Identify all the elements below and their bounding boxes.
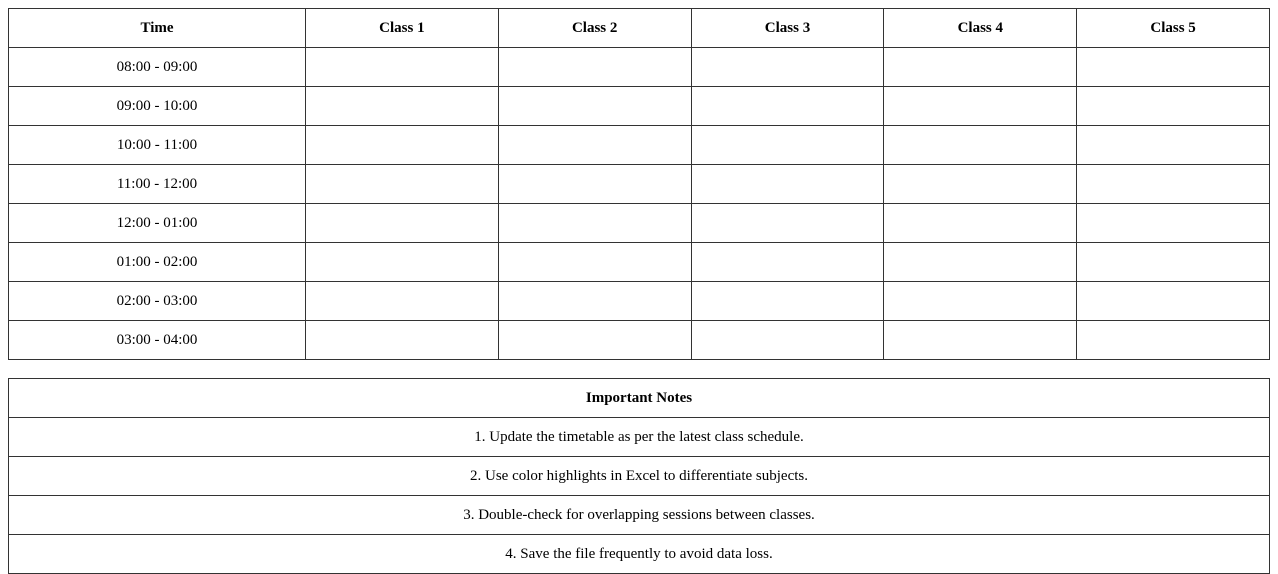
notes-table bbox=[8, 378, 1270, 574]
class-4-cell[interactable] bbox=[884, 204, 1077, 243]
class-1-cell[interactable] bbox=[306, 243, 499, 282]
class-3-cell[interactable] bbox=[691, 243, 884, 282]
class-2-cell[interactable] bbox=[498, 282, 691, 321]
notes-title: Important Notes bbox=[9, 379, 1270, 418]
header-time: Time bbox=[9, 9, 306, 48]
class-5-cell[interactable] bbox=[1077, 321, 1270, 360]
class-1-cell[interactable] bbox=[306, 321, 499, 360]
class-1-cell[interactable] bbox=[306, 204, 499, 243]
class-4-cell[interactable] bbox=[884, 282, 1077, 321]
class-1-cell[interactable] bbox=[306, 87, 499, 126]
header-class-2: Class 2 bbox=[498, 9, 691, 48]
table-row bbox=[9, 243, 1270, 282]
time-slot: 11:00 - 12:00 bbox=[9, 165, 306, 204]
class-5-cell[interactable] bbox=[1077, 243, 1270, 282]
class-4-cell[interactable] bbox=[884, 165, 1077, 204]
class-5-cell[interactable] bbox=[1077, 126, 1270, 165]
time-slot: 10:00 - 11:00 bbox=[9, 126, 306, 165]
class-2-cell[interactable] bbox=[498, 48, 691, 87]
time-slot: 01:00 - 02:00 bbox=[9, 243, 306, 282]
header-class-5: Class 5 bbox=[1077, 9, 1270, 48]
class-2-cell[interactable] bbox=[498, 321, 691, 360]
time-slot: 12:00 - 01:00 bbox=[9, 204, 306, 243]
class-5-cell[interactable] bbox=[1077, 165, 1270, 204]
class-4-cell[interactable] bbox=[884, 48, 1077, 87]
header-class-3: Class 3 bbox=[691, 9, 884, 48]
class-3-cell[interactable] bbox=[691, 87, 884, 126]
class-5-cell[interactable] bbox=[1077, 282, 1270, 321]
class-2-cell[interactable] bbox=[498, 87, 691, 126]
class-2-cell[interactable] bbox=[498, 126, 691, 165]
class-3-cell[interactable] bbox=[691, 204, 884, 243]
timetable bbox=[8, 8, 1270, 360]
class-5-cell[interactable] bbox=[1077, 48, 1270, 87]
class-3-cell[interactable] bbox=[691, 126, 884, 165]
table-row bbox=[9, 165, 1270, 204]
class-1-cell[interactable] bbox=[306, 165, 499, 204]
class-1-cell[interactable] bbox=[306, 126, 499, 165]
class-4-cell[interactable] bbox=[884, 87, 1077, 126]
time-slot: 09:00 - 10:00 bbox=[9, 87, 306, 126]
note-item: 1. Update the timetable as per the latest class schedule. bbox=[9, 418, 1270, 457]
class-2-cell[interactable] bbox=[498, 243, 691, 282]
header-class-1: Class 1 bbox=[306, 9, 499, 48]
class-3-cell[interactable] bbox=[691, 48, 884, 87]
time-slot: 03:00 - 04:00 bbox=[9, 321, 306, 360]
table-row bbox=[9, 204, 1270, 243]
timetable-header-row bbox=[9, 9, 1270, 48]
table-row bbox=[9, 48, 1270, 87]
table-row bbox=[9, 321, 1270, 360]
class-1-cell[interactable] bbox=[306, 48, 499, 87]
time-slot: 08:00 - 09:00 bbox=[9, 48, 306, 87]
table-row bbox=[9, 282, 1270, 321]
class-4-cell[interactable] bbox=[884, 126, 1077, 165]
class-2-cell[interactable] bbox=[498, 204, 691, 243]
class-1-cell[interactable] bbox=[306, 282, 499, 321]
table-row bbox=[9, 87, 1270, 126]
table-row bbox=[9, 126, 1270, 165]
class-5-cell[interactable] bbox=[1077, 204, 1270, 243]
class-4-cell[interactable] bbox=[884, 321, 1077, 360]
header-class-4: Class 4 bbox=[884, 9, 1077, 48]
class-3-cell[interactable] bbox=[691, 165, 884, 204]
note-item: 3. Double-check for overlapping sessions between classes. bbox=[9, 496, 1270, 535]
note-item: 4. Save the file frequently to avoid data loss. bbox=[9, 535, 1270, 574]
time-slot: 02:00 - 03:00 bbox=[9, 282, 306, 321]
class-2-cell[interactable] bbox=[498, 165, 691, 204]
class-3-cell[interactable] bbox=[691, 282, 884, 321]
class-5-cell[interactable] bbox=[1077, 87, 1270, 126]
class-3-cell[interactable] bbox=[691, 321, 884, 360]
note-item: 2. Use color highlights in Excel to differentiate subjects. bbox=[9, 457, 1270, 496]
class-4-cell[interactable] bbox=[884, 243, 1077, 282]
